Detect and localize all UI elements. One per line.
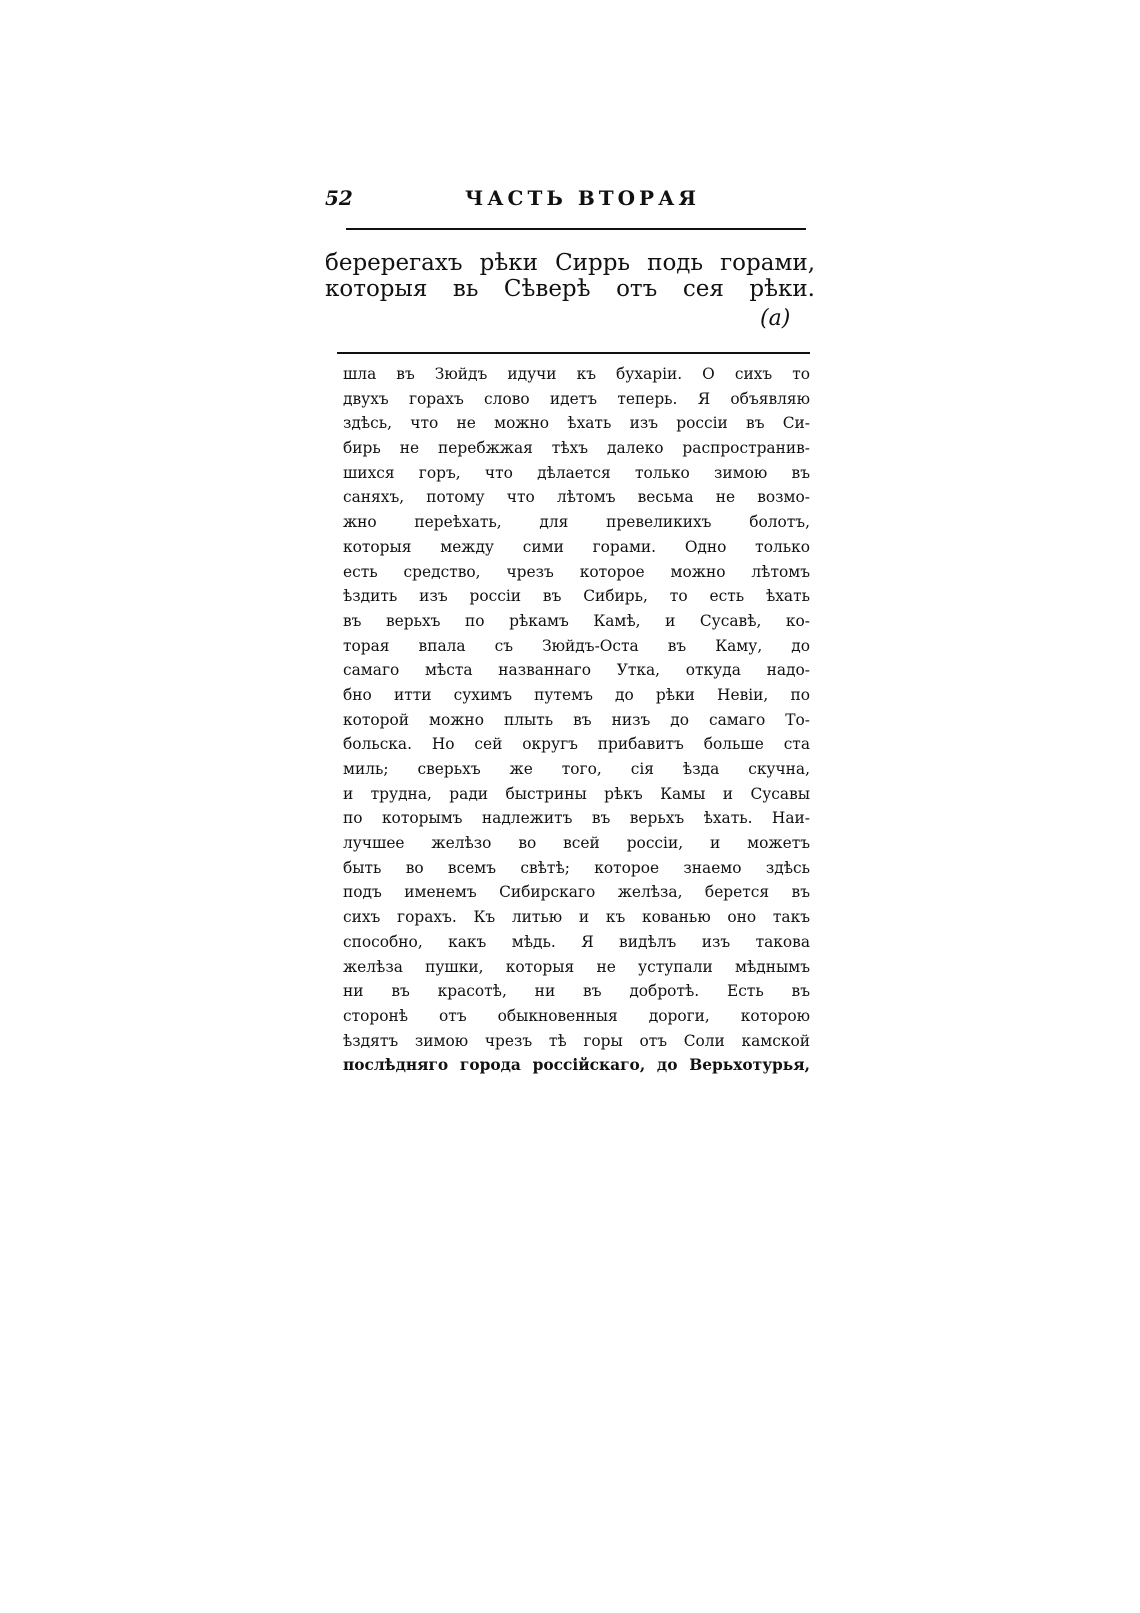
footnote-line: лучшее желѣзо во всей россіи, и можетъ (343, 834, 810, 853)
main-text-line: которыя вь Сѣверѣ отъ сея рѣки. (325, 276, 815, 302)
footnote-line: жно переѣхать, для превеликихъ болотъ, (343, 513, 810, 532)
footnote-line: способно, какъ мѣдь. Я видѣлъ изъ такова (343, 932, 810, 951)
footnote-line: шла въ Зюйдъ идучи къ бухаріи. О сихъ то (343, 365, 810, 383)
footnote-line: бирь не перебжжая тѣхъ далеко распространив- (343, 439, 810, 458)
header-rule (346, 228, 806, 230)
footnote-line: миль; сверьхъ же того, сія ѣзда скучна, (343, 760, 810, 778)
footnote-line: и трудна, ради быстрины рѣкъ Камы и Сусавы (343, 784, 810, 803)
footnote-line: двухъ горахъ слово идетъ теперь. Я объявляю (343, 389, 810, 408)
footnote-line: которыя между сими горами. Одно только (343, 537, 810, 556)
footnote-line: ни въ красотѣ, ни въ добротѣ. Есть въ (343, 982, 810, 1001)
footnote-line: самаго мѣста названнаго Утка, откуда надо- (343, 661, 810, 680)
footnote-line: въ верьхъ по рѣкамъ Камѣ, и Сусавѣ, ко- (343, 611, 810, 630)
footnote-block (343, 362, 810, 1078)
footnote-line: сторонѣ отъ обыкновенныя дороги, которою (343, 1006, 810, 1025)
footnote-line: быть во всемъ свѣтѣ; которое знаемо здѣсь (343, 858, 810, 877)
footnote-line: здѣсь, что не можно ѣхать изъ россіи въ Си- (343, 414, 810, 433)
footnote-line: бно итти сухимъ путемъ до рѣки Невіи, по (343, 685, 810, 704)
footnote-line: саняхъ, потому что лѣтомъ весьма не возмо- (343, 488, 810, 507)
footnote-line: ѣздить изъ россіи въ Сибирь, то есть ѣхать (343, 587, 810, 606)
running-title: ЧАСТЬ ВТОРАЯ (465, 186, 700, 210)
page-header (325, 186, 805, 216)
footnote-line: ѣздятъ зимою чрезъ тѣ горы отъ Соли камской (343, 1031, 810, 1050)
footnote-line: торая впала съ Зюйдъ-Оста въ Каму, до (343, 636, 810, 655)
main-text-line: беререгахъ рѣки Сиррь подь горами, (325, 250, 815, 276)
footnote-line: есть средство, чрезъ которое можно лѣтомъ (343, 562, 810, 581)
main-text (325, 250, 815, 302)
footnote-line: которой можно плыть въ низъ до самаго То- (343, 710, 810, 729)
footnote-line: подъ именемъ Сибирскаго желѣза, берется въ (343, 883, 810, 902)
footnote-line: шихся горъ, что дѣлается только зимою въ (343, 463, 810, 482)
footnote-line: послѣдняго города россійскаго, до Верьхотурья, (343, 1056, 810, 1075)
footnote-rule (337, 352, 810, 354)
footnote-line: больска. Но сей округъ прибавитъ больше ста (343, 735, 810, 754)
footnote-marker: (a) (760, 306, 791, 331)
footnote-line: по которымъ надлежитъ въ верьхъ ѣхать. Наи- (343, 809, 810, 828)
page-number: 52 (325, 186, 353, 210)
footnote-line: желѣза пушки, которыя не уступали мѣднымъ (343, 957, 810, 976)
footnote-line: сихъ горахъ. Къ литью и къ кованью оно такъ (343, 908, 810, 927)
